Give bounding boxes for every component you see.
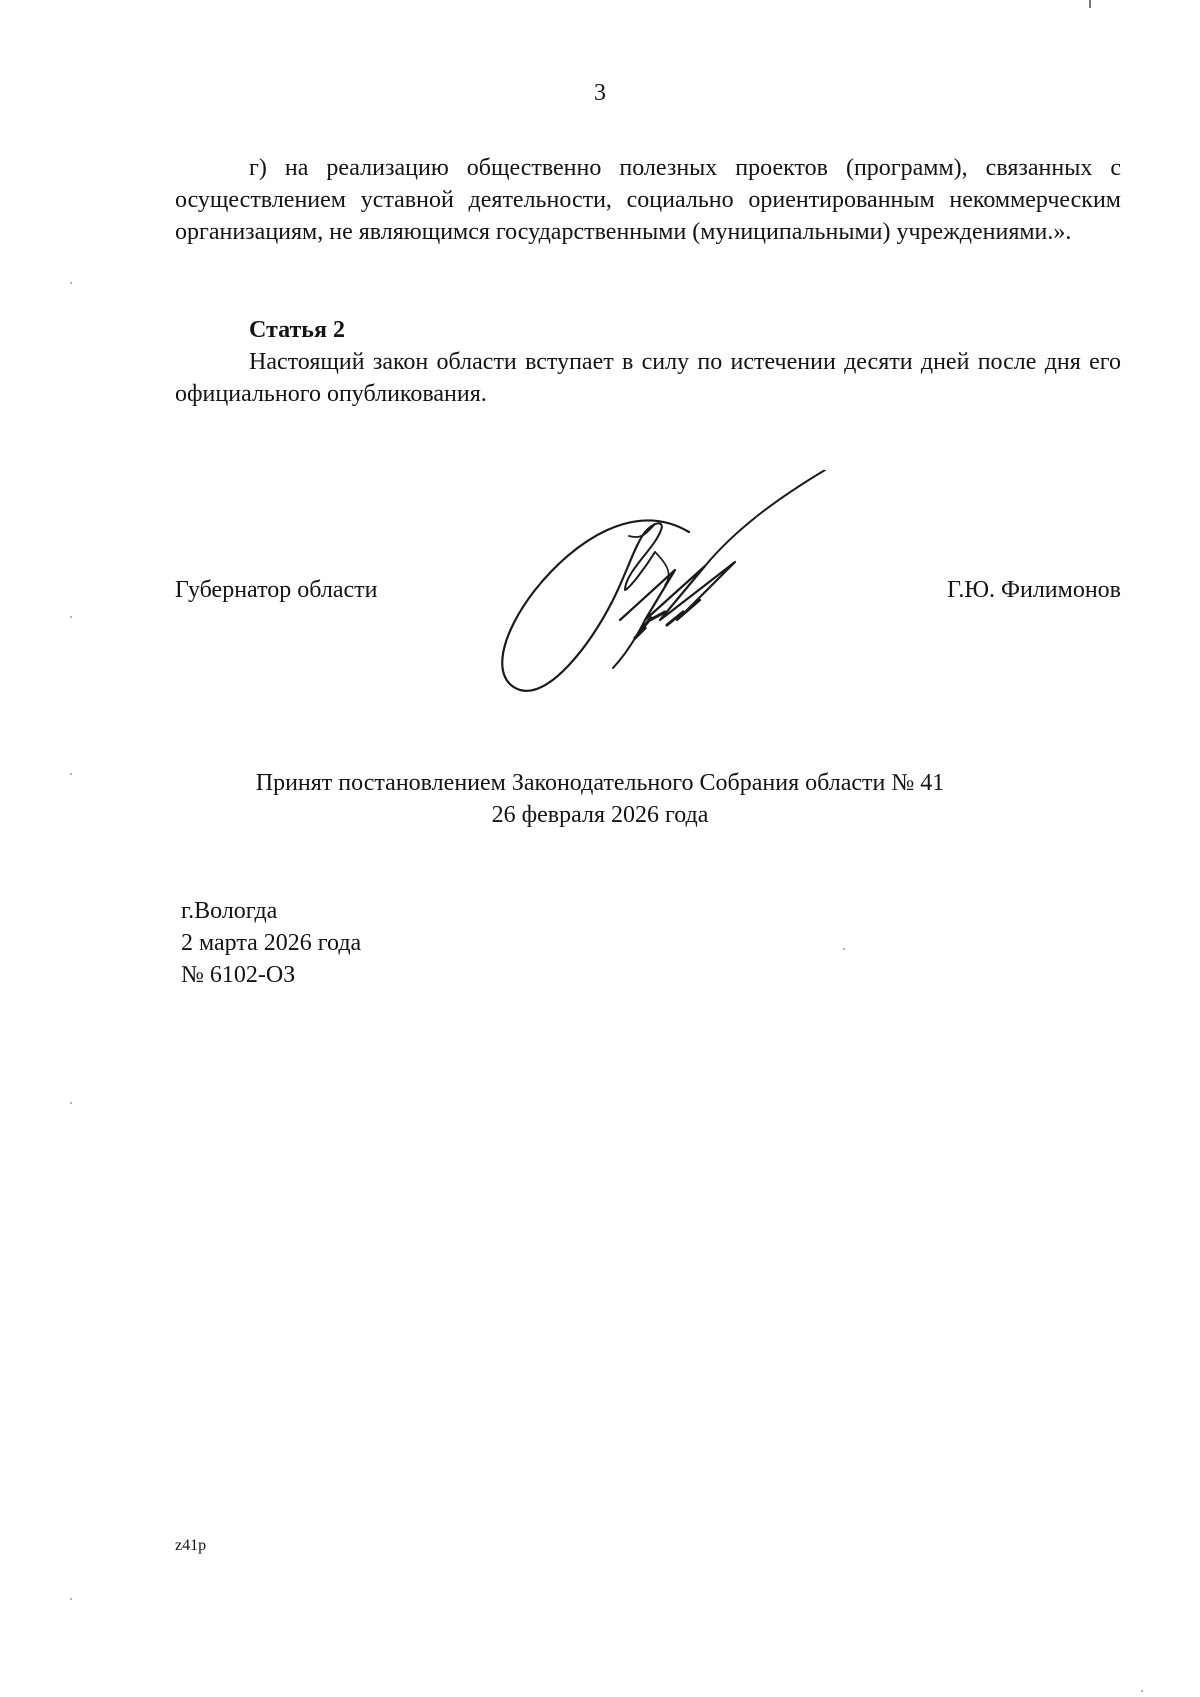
signing-city: г.Вологда xyxy=(181,898,278,924)
document-code: z41p xyxy=(175,1537,207,1554)
handwritten-signature xyxy=(495,470,835,700)
scan-mark xyxy=(1089,0,1091,8)
scan-mark xyxy=(70,616,72,618)
scan-mark xyxy=(70,1598,72,1600)
adoption-line-resolution: Принят постановлением Законодательного Собрания области № 41 xyxy=(255,770,945,796)
scan-mark xyxy=(70,282,72,284)
signatory-title: Губернатор области xyxy=(175,577,378,603)
signatory-name: Г.Ю. Филимонов xyxy=(947,577,1121,603)
scan-mark xyxy=(843,948,845,950)
scan-mark xyxy=(1141,1690,1143,1692)
article-2-text: Настоящий закон области вступает в силу по истечении десяти дней после дня его официального опубликования. xyxy=(175,349,1121,407)
clause-g-paragraph: г) на реализацию общественно полезных проектов (программ), связанных с осуществлением уставной деятельности, социально ориентированным некоммерческим организациям, не являющимся государственными (муниципальными) учреждениями.». xyxy=(175,155,1121,245)
adoption-note xyxy=(0,767,1200,831)
page-number: 3 xyxy=(594,80,606,106)
scan-mark xyxy=(70,773,72,775)
law-number: № 6102-ОЗ xyxy=(181,962,296,988)
signing-date: 2 марта 2026 года xyxy=(181,930,362,956)
article-2-heading: Статья 2 xyxy=(249,317,345,343)
scan-mark xyxy=(70,1102,72,1104)
adoption-line-date: 26 февраля 2026 года xyxy=(491,802,709,828)
place-date-block xyxy=(181,895,361,991)
